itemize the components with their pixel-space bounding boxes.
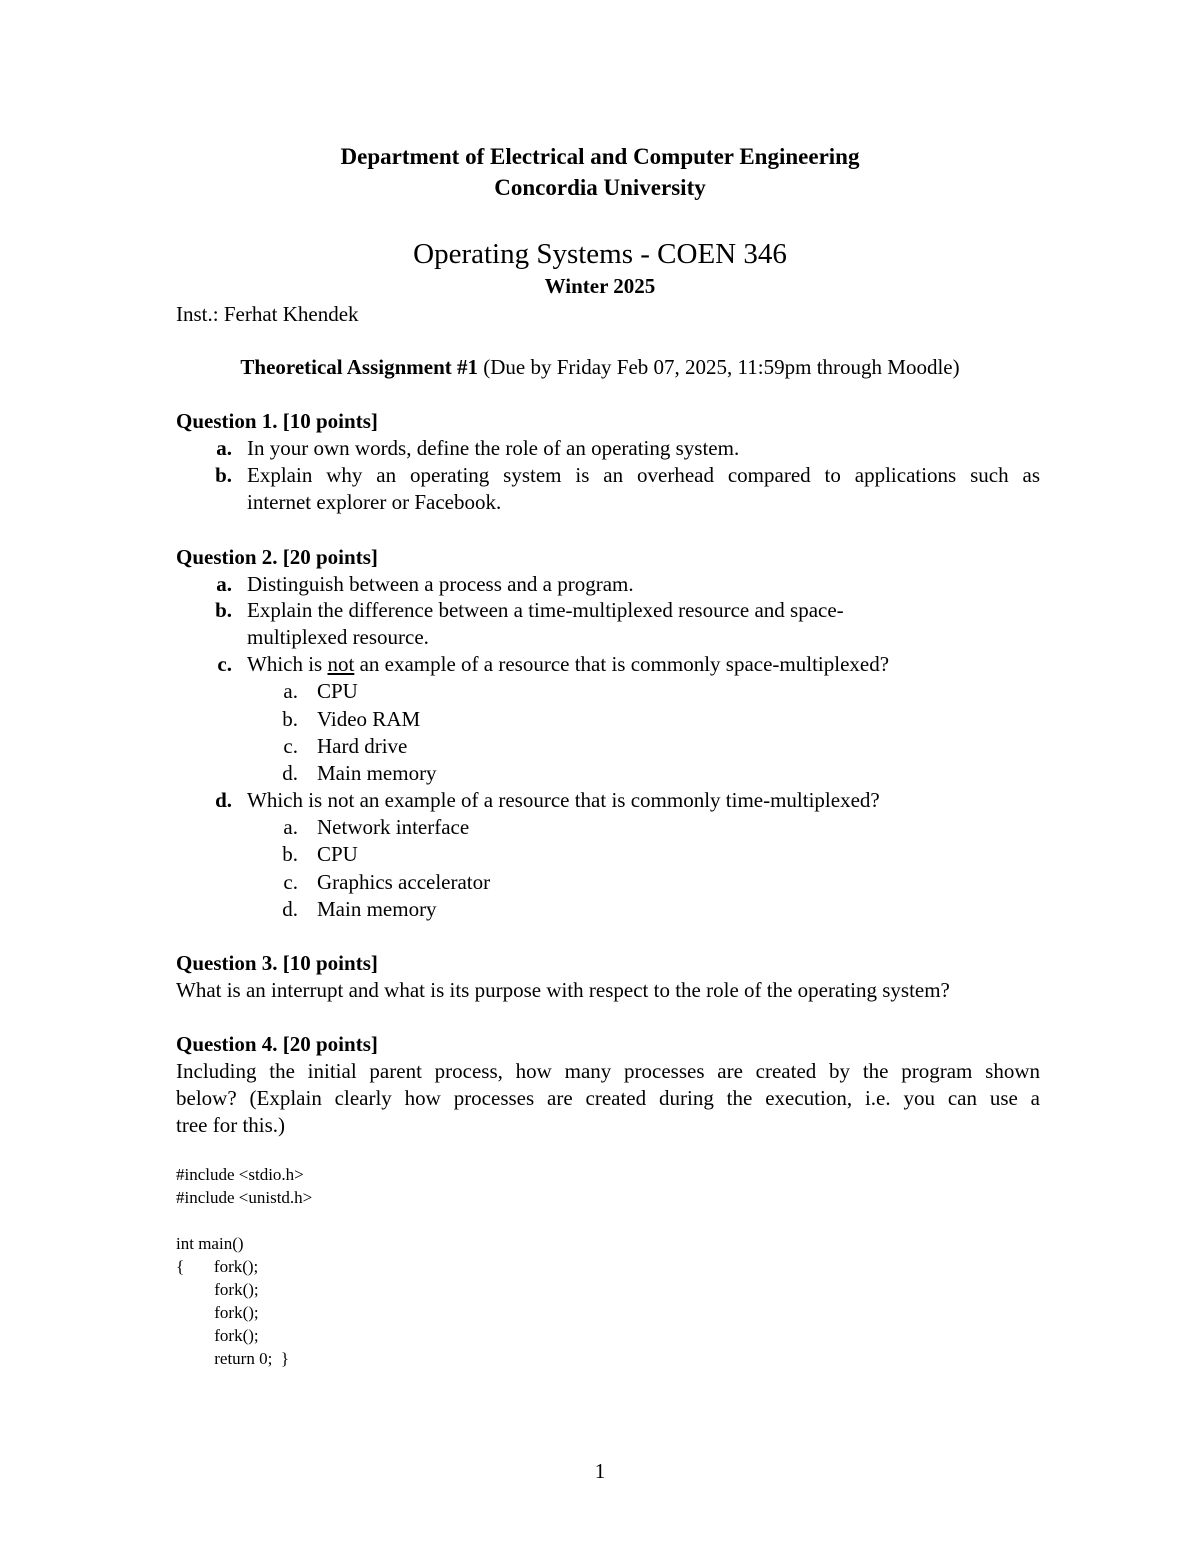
q2-d-option-label: b. xyxy=(282,842,298,866)
q2-c-not: not xyxy=(327,652,355,676)
q2-c-option-text: Hard drive xyxy=(317,734,408,758)
q2-c-label: c. xyxy=(217,652,232,676)
question-4-title: Question 4. [20 points] xyxy=(176,1032,378,1056)
q2-c-option-label: a. xyxy=(283,679,298,703)
code-line: fork(); xyxy=(176,1326,259,1345)
q1-b-line1: Explain why an operating system is an overhead compared to applications such as xyxy=(247,463,1040,487)
q2-d-label: d. xyxy=(215,788,232,812)
q2-c-post: an example of a resource that is commonly space-multiplexed? xyxy=(354,652,890,676)
q1-a-text: In your own words, define the role of an operating system. xyxy=(247,436,740,460)
q2-c-option-text: CPU xyxy=(317,679,358,703)
q2-d-option-text: Graphics accelerator xyxy=(317,870,491,894)
instructor-line: Inst.: Ferhat Khendek xyxy=(176,302,359,326)
q2-d-option-label: c. xyxy=(283,870,298,894)
code-line: { fork(); xyxy=(176,1257,259,1276)
department-heading: Department of Electrical and Computer Engineering xyxy=(340,144,860,169)
q2-d-option-label: d. xyxy=(282,897,298,921)
q2-d-option-label: a. xyxy=(283,815,298,839)
q2-d-option-text: CPU xyxy=(317,842,358,866)
question-2-title: Question 2. [20 points] xyxy=(176,545,378,569)
assignment-heading xyxy=(0,355,1200,380)
page-number: 1 xyxy=(594,1459,606,1483)
q2-c-option-label: c. xyxy=(283,734,298,758)
q2-b-label: b. xyxy=(215,598,232,622)
code-line: int main() xyxy=(176,1234,244,1253)
q2-d-option-text: Network interface xyxy=(317,815,470,839)
q4-line2: below? (Explain clearly how processes are created during the execution, i.e. you can use a xyxy=(176,1086,1040,1110)
code-line: #include <unistd.h> xyxy=(176,1188,313,1207)
q1-b-label: b. xyxy=(215,463,232,487)
q2-d-text: Which is not an example of a resource that is commonly time-multiplexed? xyxy=(247,788,880,812)
q4-line3: tree for this.) xyxy=(176,1113,286,1137)
term-label: Winter 2025 xyxy=(544,274,656,298)
q2-c-text xyxy=(247,652,889,677)
assignment-due: (Due by Friday Feb 07, 2025, 11:59pm through Moodle) xyxy=(483,355,960,379)
q2-c-option-label: d. xyxy=(282,761,298,785)
question-1-title: Question 1. [10 points] xyxy=(176,409,378,433)
assignment-title: Theoretical Assignment #1 xyxy=(240,355,478,379)
university-heading: Concordia University xyxy=(494,175,706,200)
course-title: Operating Systems - COEN 346 xyxy=(413,238,787,270)
code-line: return 0; } xyxy=(176,1349,289,1368)
q1-a-label: a. xyxy=(216,436,232,460)
code-line: #include <stdio.h> xyxy=(176,1165,304,1184)
q2-d-option-text: Main memory xyxy=(317,897,437,921)
question-3-title: Question 3. [10 points] xyxy=(176,951,378,975)
code-line: fork(); xyxy=(176,1303,259,1322)
q2-a-label: a. xyxy=(216,572,232,596)
q4-line1: Including the initial parent process, how many processes are created by the program shown xyxy=(176,1059,1040,1083)
q3-text: What is an interrupt and what is its purpose with respect to the role of the operating system? xyxy=(176,978,950,1002)
q2-c-option-text: Main memory xyxy=(317,761,437,785)
q2-c-option-text: Video RAM xyxy=(317,707,421,731)
code-line: fork(); xyxy=(176,1280,259,1299)
q2-b-line2: multiplexed resource. xyxy=(247,625,429,649)
q2-a-text: Distinguish between a process and a program. xyxy=(247,572,634,596)
q2-b-line1: Explain the difference between a time-multiplexed resource and space- xyxy=(247,598,844,622)
q2-c-pre: Which is xyxy=(247,652,328,676)
q1-b-line2: internet explorer or Facebook. xyxy=(247,490,502,514)
q2-c-option-label: b. xyxy=(282,707,298,731)
